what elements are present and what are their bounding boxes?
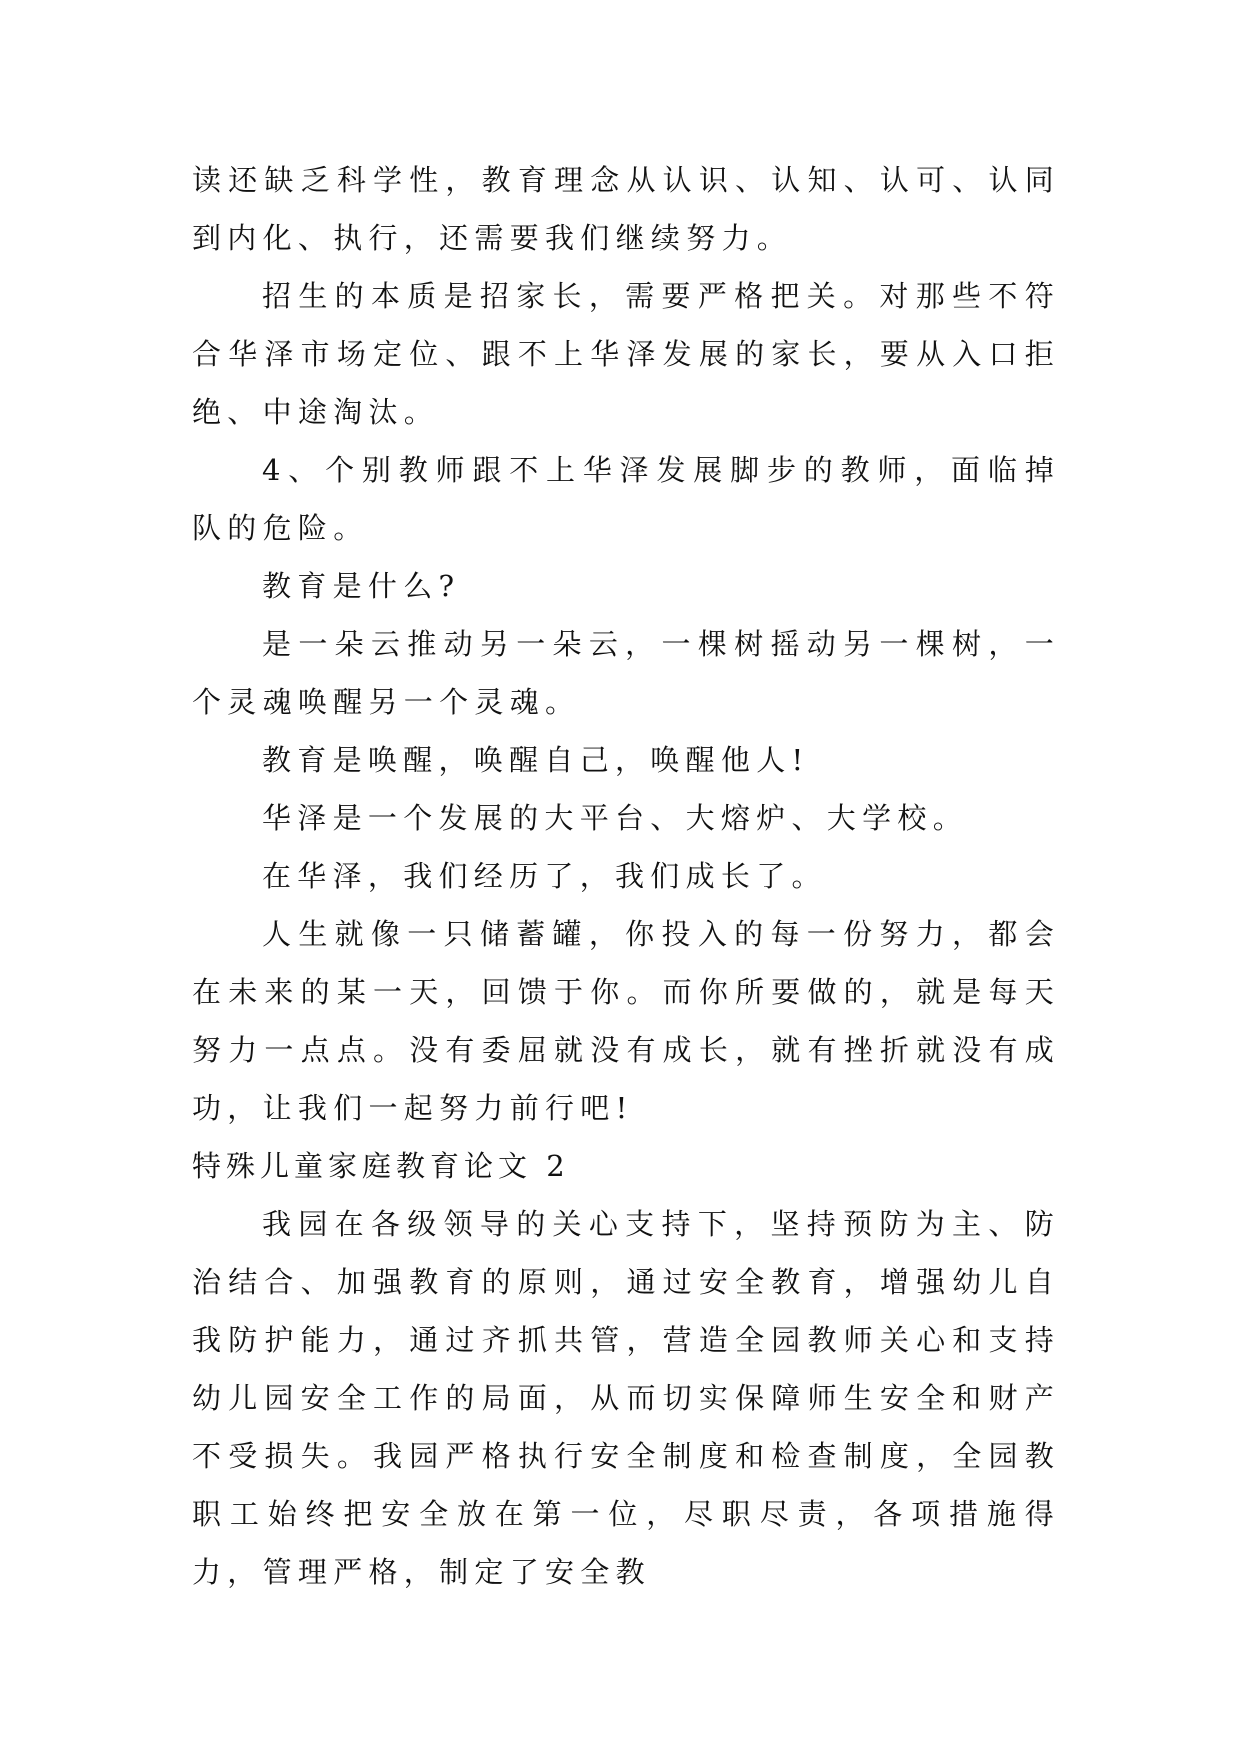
paragraph: 在华泽，我们经历了，我们成长了。: [262, 859, 827, 893]
paragraph: 人生就像一只储蓄罐，你投入的每一份努力，都会在未来的某一天，回馈于你。而你所要做的，就是每天努力一点点。没有委屈就没有成长，就有挫折就没有成功，让我们一起努力前行吧!: [192, 917, 1060, 1125]
paragraph-continued: 读还缺乏科学性，教育理念从认识、认知、认可、认同到内化、执行，还需要我们继续努力。: [192, 163, 1060, 255]
paragraph: 教育是什么?: [262, 569, 461, 603]
section-heading: 特殊儿童家庭教育论文 2: [192, 1149, 570, 1183]
document-page: [192, 151, 1060, 1601]
paragraph: 4、个别教师跟不上华泽发展脚步的教师，面临掉队的危险。: [192, 453, 1060, 545]
paragraph: 我园在各级领导的关心支持下，坚持预防为主、防治结合、加强教育的原则，通过安全教育，增强幼儿自我防护能力，通过齐抓共管，营造全园教师关心和支持幼儿园安全工作的局面，从而切实保障师生安全和财产不受损失。我园严格执行安全制度和检查制度，全园教职工始终把安全放在第一位，尽职尽责，各项措施得力，管理严格，制定了安全教: [192, 1207, 1060, 1589]
paragraph: 是一朵云推动另一朵云，一棵树摇动另一棵树，一个灵魂唤醒另一个灵魂。: [192, 627, 1060, 719]
paragraph: 招生的本质是招家长，需要严格把关。对那些不符合华泽市场定位、跟不上华泽发展的家长，要从入口拒绝、中途淘汰。: [192, 279, 1060, 429]
paragraph: 教育是唤醒，唤醒自己，唤醒他人!: [262, 743, 810, 777]
paragraph: 华泽是一个发展的大平台、大熔炉、大学校。: [262, 801, 969, 835]
